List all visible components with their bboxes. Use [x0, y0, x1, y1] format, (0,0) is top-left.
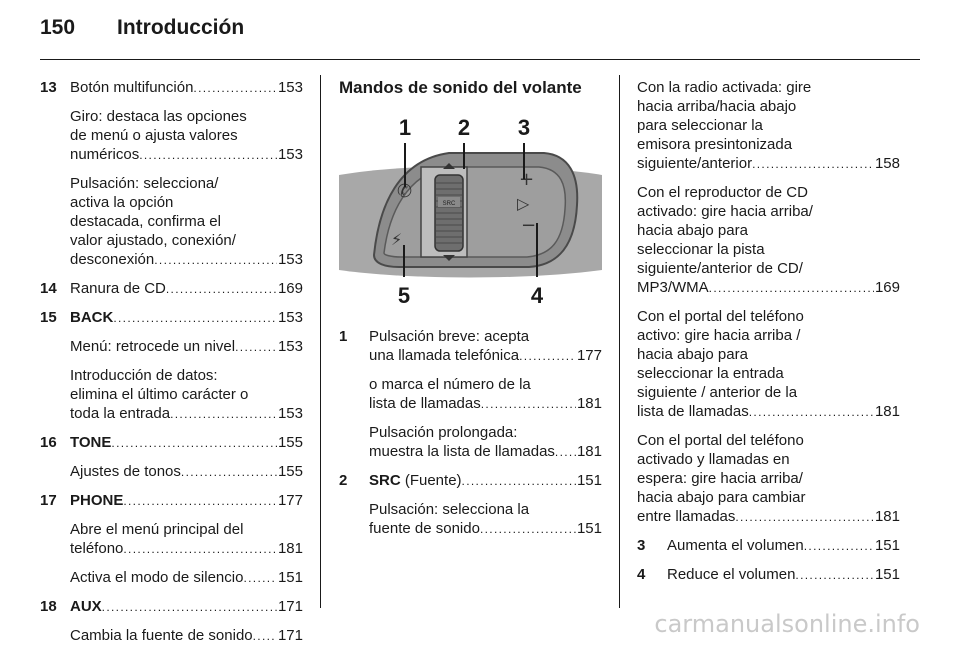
watermark-text: carmanualsonline.info	[654, 610, 920, 638]
text-line: activa la opción	[70, 194, 174, 211]
text-line: emisora presintonizada	[637, 136, 793, 153]
list-item	[339, 471, 602, 491]
toc-line	[637, 278, 900, 298]
toc-label: Reduce el volumen	[667, 566, 796, 583]
toc-label: Ranura de CD	[70, 280, 166, 297]
item-number: 17	[40, 492, 57, 509]
callout-1: 1	[398, 115, 412, 140]
text-line: seleccionar la entrada	[637, 365, 784, 382]
text-line: Con la radio activada: gire	[637, 79, 812, 96]
text-line: Abre el menú principal del	[70, 521, 244, 538]
toc-leader-dots	[804, 536, 874, 556]
list-item	[40, 491, 303, 511]
toc-leader-dots	[462, 471, 576, 491]
toc-line	[369, 394, 602, 414]
toc-label: lista de llamadas	[637, 403, 749, 420]
toc-label: entre llamadas	[637, 508, 736, 525]
toc-line	[70, 597, 303, 617]
toc-page-ref: 177	[277, 492, 303, 509]
callout-3: 3	[517, 115, 531, 140]
toc-line	[70, 308, 303, 328]
toc-page-ref: 181	[576, 395, 602, 412]
toc-label: Ajustes de tonos	[70, 463, 181, 480]
sub-entry	[339, 500, 602, 539]
text-line: activado y llamadas en	[637, 451, 790, 468]
toc-label: lista de llamadas	[369, 395, 481, 412]
text-line: activado: gire hacia arriba/	[637, 203, 813, 220]
list-item	[40, 597, 303, 617]
paragraph	[637, 431, 900, 527]
toc-leader-dots	[113, 308, 277, 328]
toc-label-bold: BACK	[70, 309, 114, 326]
toc-page-ref: 151	[576, 472, 602, 489]
text-line: Introducción de datos:	[70, 367, 218, 384]
toc-label: desconexión	[70, 251, 155, 268]
callout-5: 5	[397, 283, 411, 308]
item-number: 1	[339, 328, 348, 345]
toc-leader-dots	[795, 565, 874, 585]
toc-label: toda la entrada	[70, 405, 171, 422]
text-line: siguiente / anterior de la	[637, 384, 798, 401]
toc-leader-dots	[253, 626, 277, 646]
toc-line	[70, 433, 303, 453]
toc-label: numéricos	[70, 146, 140, 163]
toc-page-ref: 181	[874, 508, 900, 525]
toc-leader-dots	[123, 539, 277, 559]
svg-text:▷: ▷	[517, 194, 530, 213]
text-line: Con el reproductor de CD	[637, 184, 808, 201]
page-header	[40, 16, 245, 40]
item-number: 3	[637, 537, 646, 554]
toc-label: teléfono	[70, 540, 124, 557]
toc-page-ref: 171	[277, 627, 303, 644]
list-item	[40, 308, 303, 328]
toc-line	[637, 154, 900, 174]
text-line: hacia abajo para	[637, 222, 748, 239]
toc-leader-dots	[749, 402, 874, 422]
toc-label: Cambia la fuente de sonido	[70, 627, 253, 644]
toc-page-ref: 151	[874, 566, 900, 583]
src-wheel-text: SRC	[442, 201, 456, 207]
list-item	[339, 327, 602, 366]
paragraph	[637, 183, 900, 298]
toc-line	[369, 442, 602, 462]
item-number: 4	[637, 566, 646, 583]
callout-4: 4	[530, 283, 544, 308]
sub-entry	[339, 375, 602, 414]
text-line: Pulsación prolongada:	[369, 424, 518, 441]
toc-label	[70, 491, 123, 511]
toc-line	[70, 337, 303, 357]
toc-page-ref: 153	[277, 338, 303, 355]
column-divider-right	[619, 75, 620, 608]
column-2	[339, 78, 602, 548]
toc-label: una llamada telefónica	[369, 347, 520, 364]
text-line: seleccionar la pista	[637, 241, 765, 258]
toc-leader-dots	[166, 279, 277, 299]
toc-page-ref: 153	[277, 79, 303, 96]
toc-leader-dots	[170, 404, 277, 424]
toc-leader-dots	[555, 442, 576, 462]
toc-page-ref: 169	[277, 280, 303, 297]
list-item	[40, 279, 303, 299]
sub-entry	[40, 174, 303, 270]
toc-line	[70, 462, 303, 482]
toc-leader-dots	[709, 278, 874, 298]
toc-leader-dots	[735, 507, 874, 527]
toc-leader-dots	[519, 346, 576, 366]
column-2-items	[339, 327, 602, 539]
toc-leader-dots	[243, 568, 277, 588]
toc-line	[70, 404, 303, 424]
toc-label	[70, 433, 111, 453]
toc-page-ref: 181	[874, 403, 900, 420]
page-title: Introducción	[117, 16, 245, 39]
toc-page-ref: 181	[576, 443, 602, 460]
toc-leader-dots	[181, 462, 277, 482]
text-line: hacia abajo para	[637, 346, 748, 363]
text-line: destacada, confirma el	[70, 213, 221, 230]
toc-leader-dots	[752, 154, 874, 174]
item-number: 14	[40, 280, 57, 297]
toc-page-ref: 171	[277, 598, 303, 615]
column-3-paragraphs	[637, 78, 900, 527]
toc-label: fuente de sonido	[369, 520, 480, 537]
item-number: 16	[40, 434, 57, 451]
toc-label-bold: SRC	[369, 472, 401, 489]
toc-label: siguiente/anterior	[637, 155, 753, 172]
toc-line	[70, 145, 303, 165]
toc-line	[637, 402, 900, 422]
text-line: Con el portal del teléfono	[637, 432, 804, 449]
toc-page-ref: 181	[277, 540, 303, 557]
page-number: 150	[40, 16, 76, 39]
sub-entry	[40, 568, 303, 588]
toc-leader-dots	[235, 337, 277, 357]
toc-line	[70, 250, 303, 270]
toc-label-bold: TONE	[70, 434, 112, 451]
svg-text:−: −	[521, 215, 537, 236]
toc-leader-dots	[111, 433, 277, 453]
list-item	[40, 433, 303, 453]
toc-page-ref: 151	[874, 537, 900, 554]
toc-page-ref: 151	[277, 569, 303, 586]
toc-leader-dots	[154, 250, 277, 270]
toc-line	[369, 471, 602, 491]
toc-page-ref: 153	[277, 405, 303, 422]
text-line: de menú o ajusta valores	[70, 127, 238, 144]
toc-page-ref: 155	[277, 434, 303, 451]
toc-line	[369, 346, 602, 366]
toc-page-ref: 153	[277, 146, 303, 163]
svg-text:⚡: ⚡	[391, 230, 403, 249]
toc-page-ref: 169	[874, 279, 900, 296]
column-3-items	[637, 536, 900, 585]
toc-line	[70, 568, 303, 588]
toc-leader-dots	[102, 597, 277, 617]
toc-leader-dots	[481, 394, 576, 414]
toc-page-ref: 153	[277, 309, 303, 326]
list-item	[637, 565, 900, 585]
toc-label	[369, 471, 462, 491]
toc-line	[70, 78, 303, 98]
item-number: 13	[40, 79, 57, 96]
toc-label: Activa el modo de silencio	[70, 569, 244, 586]
toc-line	[369, 519, 602, 539]
sub-entry	[40, 520, 303, 559]
toc-label: Menú: retrocede un nivel	[70, 338, 236, 355]
toc-page-ref: 177	[576, 347, 602, 364]
toc-page-ref: 153	[277, 251, 303, 268]
toc-line	[70, 279, 303, 299]
toc-line	[70, 626, 303, 646]
toc-line	[637, 507, 900, 527]
text-line: valor ajustado, conexión/	[70, 232, 236, 249]
text-line: siguiente/anterior de CD/	[637, 260, 803, 277]
text-line: activo: gire hacia arriba /	[637, 327, 801, 344]
steering-wheel-controls-photo	[339, 105, 602, 315]
toc-label: MP3/WMA	[637, 279, 709, 296]
text-line: Giro: destaca las opciones	[70, 108, 247, 125]
column-divider-left	[320, 75, 321, 608]
item-number: 15	[40, 309, 57, 326]
text-line: Pulsación: selecciona/	[70, 175, 219, 192]
sub-entry	[40, 626, 303, 646]
item-number: 18	[40, 598, 57, 615]
text-line: para seleccionar la	[637, 117, 763, 134]
paragraph	[637, 307, 900, 422]
toc-label: Botón multifunción	[70, 79, 194, 96]
text-line: Con el portal del teléfono	[637, 308, 804, 325]
toc-label: muestra la lista de llamadas	[369, 443, 555, 460]
toc-line	[667, 565, 900, 585]
toc-label-rest: (Fuente)	[400, 472, 462, 489]
toc-label: Aumenta el volumen	[667, 537, 804, 554]
text-line: hacia arriba/hacia abajo	[637, 98, 797, 115]
sub-entry	[40, 107, 303, 165]
toc-page-ref: 155	[277, 463, 303, 480]
toc-leader-dots	[480, 519, 576, 539]
text-line: o marca el número de la	[369, 376, 531, 393]
section-heading: Mandos de sonido del volante	[339, 78, 582, 97]
column-3	[637, 78, 900, 594]
toc-label-bold: AUX	[70, 598, 102, 615]
item-number: 2	[339, 472, 348, 489]
toc-leader-dots	[123, 491, 277, 511]
sub-entry	[40, 337, 303, 357]
svg-text:+: +	[519, 169, 535, 190]
toc-line	[70, 539, 303, 559]
text-line: Pulsación: selecciona la	[369, 501, 530, 518]
text-line: hacia abajo para cambiar	[637, 489, 806, 506]
sub-entry	[40, 366, 303, 424]
text-line: elimina el último carácter o	[70, 386, 249, 403]
toc-label	[70, 308, 113, 328]
toc-page-ref: 158	[874, 155, 900, 172]
toc-line	[70, 491, 303, 511]
toc-label	[70, 597, 102, 617]
callout-2: 2	[457, 115, 471, 140]
sub-entry	[339, 423, 602, 462]
svg-text:✆: ✆	[397, 181, 413, 202]
list-item	[637, 536, 900, 556]
toc-leader-dots	[193, 78, 277, 98]
toc-page-ref: 151	[576, 520, 602, 537]
column-1	[40, 78, 303, 655]
list-item	[40, 78, 303, 98]
toc-line	[667, 536, 900, 556]
toc-label-bold: PHONE	[70, 492, 124, 509]
sub-entry	[40, 462, 303, 482]
text-line: espera: gire hacia arriba/	[637, 470, 803, 487]
toc-leader-dots	[139, 145, 277, 165]
text-line: Pulsación breve: acepta	[369, 328, 530, 345]
header-rule	[40, 59, 920, 60]
paragraph	[637, 78, 900, 174]
